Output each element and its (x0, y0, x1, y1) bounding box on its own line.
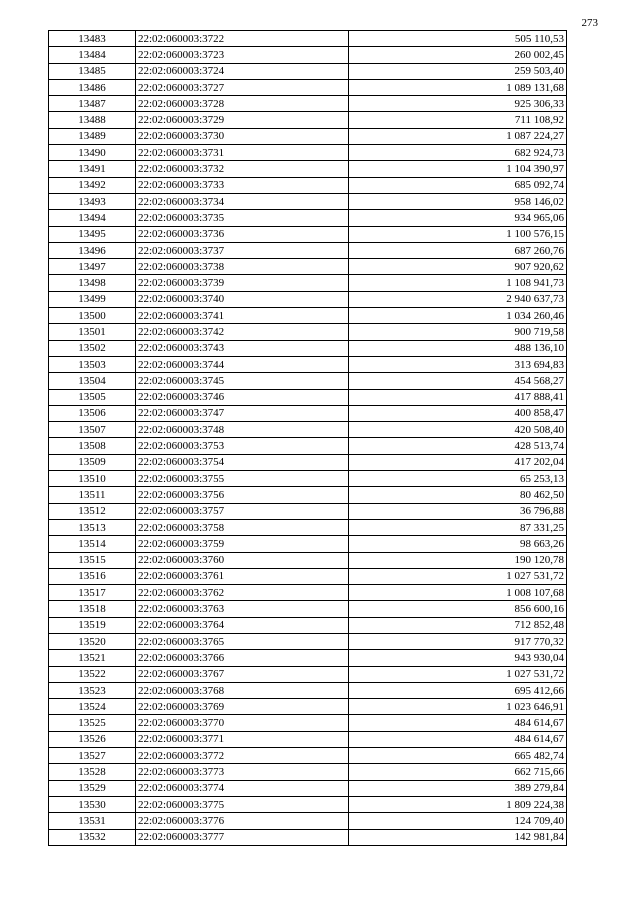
row-number-cell: 13504 (49, 373, 136, 389)
table-row (49, 764, 567, 780)
cadastral-number-cell: 22:02:060003:3762 (136, 585, 349, 601)
cadastral-value-cell: 907 920,62 (349, 259, 567, 275)
table-row (49, 666, 567, 682)
table-row (49, 177, 567, 193)
table-row (49, 568, 567, 584)
cadastral-number-cell: 22:02:060003:3737 (136, 242, 349, 258)
cadastral-number-cell: 22:02:060003:3724 (136, 63, 349, 79)
row-number-cell: 13502 (49, 340, 136, 356)
cadastral-value-cell: 420 508,40 (349, 422, 567, 438)
row-number-cell: 13484 (49, 47, 136, 63)
table-row (49, 633, 567, 649)
cadastral-number-cell: 22:02:060003:3730 (136, 128, 349, 144)
cadastral-value-cell: 87 331,25 (349, 519, 567, 535)
row-number-cell: 13506 (49, 405, 136, 421)
row-number-cell: 13513 (49, 519, 136, 535)
cadastral-number-cell: 22:02:060003:3733 (136, 177, 349, 193)
cadastral-value-cell: 142 981,84 (349, 829, 567, 845)
table-row (49, 161, 567, 177)
cadastral-number-cell: 22:02:060003:3770 (136, 715, 349, 731)
row-number-cell: 13494 (49, 210, 136, 226)
table-row (49, 210, 567, 226)
table-row (49, 454, 567, 470)
cadastral-number-cell: 22:02:060003:3777 (136, 829, 349, 845)
cadastral-value-cell: 484 614,67 (349, 731, 567, 747)
cadastral-number-cell: 22:02:060003:3722 (136, 31, 349, 47)
row-number-cell: 13524 (49, 699, 136, 715)
table-row (49, 471, 567, 487)
table-row (49, 780, 567, 796)
cadastral-number-cell: 22:02:060003:3731 (136, 145, 349, 161)
cadastral-number-cell: 22:02:060003:3757 (136, 503, 349, 519)
cadastral-number-cell: 22:02:060003:3771 (136, 731, 349, 747)
table-row (49, 585, 567, 601)
table-row (49, 389, 567, 405)
table-row (49, 617, 567, 633)
table-row (49, 226, 567, 242)
table-row (49, 813, 567, 829)
cadastral-value-cell: 389 279,84 (349, 780, 567, 796)
cadastral-number-cell: 22:02:060003:3728 (136, 96, 349, 112)
cadastral-value-cell: 1 108 941,73 (349, 275, 567, 291)
cadastral-number-cell: 22:02:060003:3772 (136, 748, 349, 764)
cadastral-number-cell: 22:02:060003:3744 (136, 356, 349, 372)
table-row (49, 324, 567, 340)
table-row (49, 128, 567, 144)
cadastral-number-cell: 22:02:060003:3736 (136, 226, 349, 242)
row-number-cell: 13485 (49, 63, 136, 79)
cadastral-value-cell: 1 809 224,38 (349, 796, 567, 812)
table-row (49, 682, 567, 698)
table-row (49, 47, 567, 63)
cadastral-value-cell: 1 034 260,46 (349, 308, 567, 324)
table-row (49, 699, 567, 715)
cadastral-number-cell: 22:02:060003:3754 (136, 454, 349, 470)
table-row (49, 31, 567, 47)
row-number-cell: 13523 (49, 682, 136, 698)
cadastral-value-cell: 1 027 531,72 (349, 666, 567, 682)
row-number-cell: 13490 (49, 145, 136, 161)
cadastral-number-cell: 22:02:060003:3738 (136, 259, 349, 275)
cadastral-value-cell: 1 023 646,91 (349, 699, 567, 715)
table-row (49, 487, 567, 503)
cadastral-number-cell: 22:02:060003:3756 (136, 487, 349, 503)
cadastral-value-cell: 484 614,67 (349, 715, 567, 731)
cadastral-value-cell: 856 600,16 (349, 601, 567, 617)
cadastral-value-cell: 711 108,92 (349, 112, 567, 128)
row-number-cell: 13500 (49, 308, 136, 324)
cadastral-value-cell: 1 008 107,68 (349, 585, 567, 601)
cadastral-value-cell: 1 027 531,72 (349, 568, 567, 584)
row-number-cell: 13531 (49, 813, 136, 829)
row-number-cell: 13519 (49, 617, 136, 633)
cadastral-number-cell: 22:02:060003:3753 (136, 438, 349, 454)
row-number-cell: 13525 (49, 715, 136, 731)
cadastral-number-cell: 22:02:060003:3764 (136, 617, 349, 633)
cadastral-number-cell: 22:02:060003:3743 (136, 340, 349, 356)
cadastral-number-cell: 22:02:060003:3763 (136, 601, 349, 617)
cadastral-value-cell: 488 136,10 (349, 340, 567, 356)
cadastral-value-cell: 313 694,83 (349, 356, 567, 372)
row-number-cell: 13507 (49, 422, 136, 438)
cadastral-value-cell: 190 120,78 (349, 552, 567, 568)
row-number-cell: 13530 (49, 796, 136, 812)
cadastral-value-cell: 505 110,53 (349, 31, 567, 47)
cadastral-number-cell: 22:02:060003:3746 (136, 389, 349, 405)
row-number-cell: 13532 (49, 829, 136, 845)
row-number-cell: 13487 (49, 96, 136, 112)
cadastral-number-cell: 22:02:060003:3747 (136, 405, 349, 421)
cadastral-number-cell: 22:02:060003:3740 (136, 291, 349, 307)
page-number: 273 (581, 17, 598, 29)
table-row (49, 829, 567, 845)
cadastral-number-cell: 22:02:060003:3739 (136, 275, 349, 291)
row-number-cell: 13529 (49, 780, 136, 796)
table-row (49, 112, 567, 128)
row-number-cell: 13528 (49, 764, 136, 780)
cadastral-number-cell: 22:02:060003:3745 (136, 373, 349, 389)
cadastral-value-table (48, 30, 567, 846)
cadastral-number-cell: 22:02:060003:3742 (136, 324, 349, 340)
cadastral-number-cell: 22:02:060003:3741 (136, 308, 349, 324)
table-row (49, 193, 567, 209)
table-row (49, 422, 567, 438)
cadastral-value-cell: 682 924,73 (349, 145, 567, 161)
table-row (49, 731, 567, 747)
table-row (49, 796, 567, 812)
cadastral-number-cell: 22:02:060003:3727 (136, 79, 349, 95)
cadastral-value-cell: 260 002,45 (349, 47, 567, 63)
cadastral-number-cell: 22:02:060003:3732 (136, 161, 349, 177)
cadastral-value-cell: 712 852,48 (349, 617, 567, 633)
cadastral-value-cell: 1 087 224,27 (349, 128, 567, 144)
row-number-cell: 13512 (49, 503, 136, 519)
table-row (49, 79, 567, 95)
row-number-cell: 13505 (49, 389, 136, 405)
row-number-cell: 13518 (49, 601, 136, 617)
row-number-cell: 13508 (49, 438, 136, 454)
cadastral-value-cell: 124 709,40 (349, 813, 567, 829)
cadastral-value-cell: 400 858,47 (349, 405, 567, 421)
cadastral-value-cell: 943 930,04 (349, 650, 567, 666)
table-row (49, 503, 567, 519)
table-row (49, 601, 567, 617)
row-number-cell: 13493 (49, 193, 136, 209)
row-number-cell: 13489 (49, 128, 136, 144)
cadastral-value-cell: 934 965,06 (349, 210, 567, 226)
row-number-cell: 13516 (49, 568, 136, 584)
row-number-cell: 13515 (49, 552, 136, 568)
row-number-cell: 13503 (49, 356, 136, 372)
row-number-cell: 13521 (49, 650, 136, 666)
row-number-cell: 13488 (49, 112, 136, 128)
row-number-cell: 13495 (49, 226, 136, 242)
row-number-cell: 13509 (49, 454, 136, 470)
table-row (49, 405, 567, 421)
cadastral-number-cell: 22:02:060003:3761 (136, 568, 349, 584)
row-number-cell: 13492 (49, 177, 136, 193)
cadastral-value-cell: 417 888,41 (349, 389, 567, 405)
cadastral-number-cell: 22:02:060003:3758 (136, 519, 349, 535)
row-number-cell: 13496 (49, 242, 136, 258)
cadastral-number-cell: 22:02:060003:3769 (136, 699, 349, 715)
cadastral-value-cell: 917 770,32 (349, 633, 567, 649)
cadastral-number-cell: 22:02:060003:3767 (136, 666, 349, 682)
cadastral-number-cell: 22:02:060003:3774 (136, 780, 349, 796)
row-number-cell: 13501 (49, 324, 136, 340)
cadastral-number-cell: 22:02:060003:3775 (136, 796, 349, 812)
row-number-cell: 13510 (49, 471, 136, 487)
row-number-cell: 13522 (49, 666, 136, 682)
cadastral-value-cell: 80 462,50 (349, 487, 567, 503)
cadastral-value-cell: 925 306,33 (349, 96, 567, 112)
cadastral-value-cell: 1 104 390,97 (349, 161, 567, 177)
cadastral-number-cell: 22:02:060003:3765 (136, 633, 349, 649)
cadastral-value-cell: 1 100 576,15 (349, 226, 567, 242)
cadastral-value-cell: 662 715,66 (349, 764, 567, 780)
table-row (49, 242, 567, 258)
table-row (49, 275, 567, 291)
row-number-cell: 13517 (49, 585, 136, 601)
cadastral-value-cell: 428 513,74 (349, 438, 567, 454)
table-row (49, 373, 567, 389)
table-row (49, 63, 567, 79)
table-body (49, 31, 567, 846)
table-row (49, 259, 567, 275)
row-number-cell: 13511 (49, 487, 136, 503)
cadastral-value-cell: 259 503,40 (349, 63, 567, 79)
cadastral-number-cell: 22:02:060003:3755 (136, 471, 349, 487)
table-row (49, 356, 567, 372)
cadastral-value-cell: 2 940 637,73 (349, 291, 567, 307)
cadastral-number-cell: 22:02:060003:3776 (136, 813, 349, 829)
cadastral-number-cell: 22:02:060003:3760 (136, 552, 349, 568)
row-number-cell: 13527 (49, 748, 136, 764)
table-row (49, 650, 567, 666)
cadastral-value-cell: 65 253,13 (349, 471, 567, 487)
table-row (49, 536, 567, 552)
table-row (49, 96, 567, 112)
cadastral-value-cell: 98 663,26 (349, 536, 567, 552)
cadastral-value-cell: 958 146,02 (349, 193, 567, 209)
cadastral-value-cell: 1 089 131,68 (349, 79, 567, 95)
row-number-cell: 13526 (49, 731, 136, 747)
cadastral-number-cell: 22:02:060003:3748 (136, 422, 349, 438)
cadastral-value-cell: 454 568,27 (349, 373, 567, 389)
table-row (49, 519, 567, 535)
cadastral-value-cell: 665 482,74 (349, 748, 567, 764)
row-number-cell: 13483 (49, 31, 136, 47)
cadastral-number-cell: 22:02:060003:3729 (136, 112, 349, 128)
cadastral-value-cell: 900 719,58 (349, 324, 567, 340)
row-number-cell: 13520 (49, 633, 136, 649)
cadastral-number-cell: 22:02:060003:3768 (136, 682, 349, 698)
cadastral-value-cell: 36 796,88 (349, 503, 567, 519)
cadastral-number-cell: 22:02:060003:3723 (136, 47, 349, 63)
row-number-cell: 13491 (49, 161, 136, 177)
cadastral-value-cell: 687 260,76 (349, 242, 567, 258)
cadastral-number-cell: 22:02:060003:3735 (136, 210, 349, 226)
table-row (49, 552, 567, 568)
table-row (49, 340, 567, 356)
row-number-cell: 13499 (49, 291, 136, 307)
table-row (49, 308, 567, 324)
cadastral-number-cell: 22:02:060003:3759 (136, 536, 349, 552)
table-row (49, 145, 567, 161)
table-row (49, 715, 567, 731)
cadastral-value-cell: 685 092,74 (349, 177, 567, 193)
cadastral-number-cell: 22:02:060003:3734 (136, 193, 349, 209)
table-row (49, 438, 567, 454)
row-number-cell: 13498 (49, 275, 136, 291)
table-row (49, 291, 567, 307)
row-number-cell: 13514 (49, 536, 136, 552)
cadastral-number-cell: 22:02:060003:3773 (136, 764, 349, 780)
cadastral-value-cell: 695 412,66 (349, 682, 567, 698)
cadastral-value-cell: 417 202,04 (349, 454, 567, 470)
cadastral-number-cell: 22:02:060003:3766 (136, 650, 349, 666)
row-number-cell: 13497 (49, 259, 136, 275)
row-number-cell: 13486 (49, 79, 136, 95)
table-row (49, 748, 567, 764)
